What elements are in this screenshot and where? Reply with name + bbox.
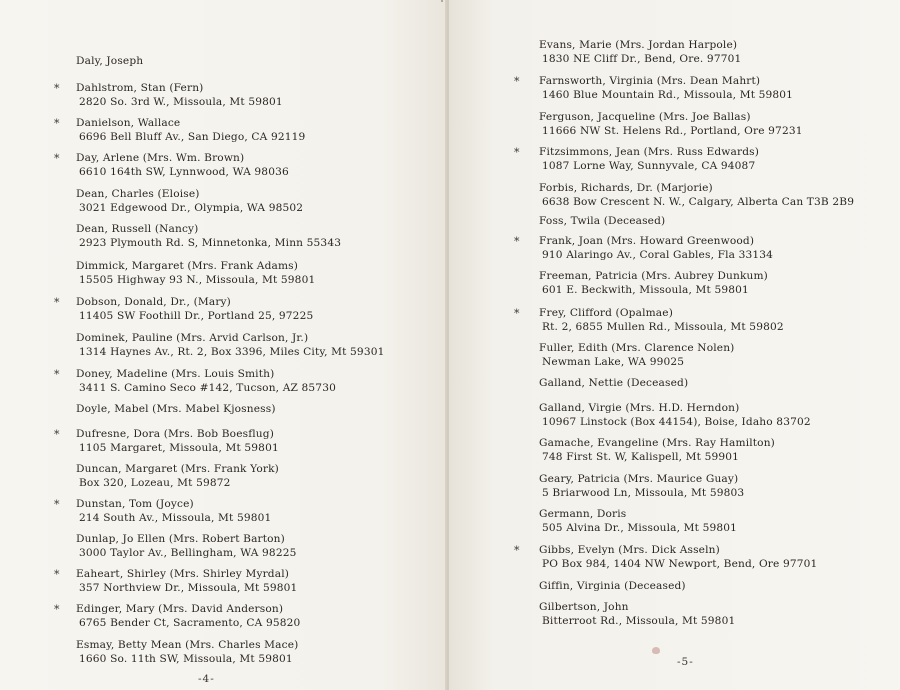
entry-name: Dominek, Pauline (Mrs. Arvid Carlson, Jr.) <box>76 332 309 344</box>
directory-entry <box>514 306 784 334</box>
left-page-number: -4- <box>198 673 215 685</box>
entry-name: Danielson, Wallace <box>76 117 181 129</box>
entry-address: 6765 Bender Ct, Sacramento, CA 95820 <box>79 617 301 629</box>
star-marker: * <box>54 568 60 581</box>
directory-entry <box>54 295 314 323</box>
entry-address: 2820 So. 3rd W., Missoula, Mt 59801 <box>79 96 283 108</box>
entry-name: Foss, Twila (Deceased) <box>539 215 666 227</box>
directory-entry <box>76 402 276 416</box>
entry-name: Galland, Nettie (Deceased) <box>539 377 689 389</box>
entry-name: Germann, Doris <box>539 508 627 520</box>
entry-address: 910 Alaringo Av., Coral Gables, Fla 33134 <box>542 249 774 261</box>
right-page-number: -5- <box>677 656 694 668</box>
entry-name: Fitzsimmons, Jean (Mrs. Russ Edwards) <box>539 146 760 158</box>
entry-address: 3000 Taylor Av., Bellingham, WA 98225 <box>79 547 297 559</box>
entry-name: Doyle, Mabel (Mrs. Mabel Kjosness) <box>76 403 276 415</box>
directory-entry <box>54 602 301 630</box>
paper-speck <box>441 0 443 2</box>
entry-address: Bitterroot Rd., Missoula, Mt 59801 <box>542 615 736 627</box>
entry-address: Box 320, Lozeau, Mt 59872 <box>79 477 231 489</box>
entry-address: 1105 Margaret, Missoula, Mt 59801 <box>79 442 279 454</box>
directory-entry <box>539 507 737 535</box>
star-marker: * <box>514 146 520 159</box>
star-marker: * <box>54 82 60 95</box>
right-page <box>449 0 900 690</box>
directory-entry <box>54 567 298 595</box>
directory-entry <box>539 436 775 464</box>
entry-name: Freeman, Patricia (Mrs. Aubrey Dunkum) <box>539 270 768 282</box>
entry-name: Fuller, Edith (Mrs. Clarence Nolen) <box>539 342 735 354</box>
star-marker: * <box>54 152 60 165</box>
entry-address: 3021 Edgewood Dr., Olympia, WA 98502 <box>79 202 304 214</box>
directory-entry <box>54 116 306 144</box>
entry-name: Gibbs, Evelyn (Mrs. Dick Asseln) <box>539 544 720 556</box>
entry-name: Dean, Russell (Nancy) <box>76 223 199 235</box>
star-marker: * <box>54 603 60 616</box>
entry-address: 214 South Av., Missoula, Mt 59801 <box>79 512 272 524</box>
directory-entry <box>514 145 760 173</box>
directory-entry <box>539 579 686 593</box>
entry-name: Giffin, Virginia (Deceased) <box>539 580 686 592</box>
entry-name: Gilbertson, John <box>539 601 629 613</box>
directory-entry <box>539 110 803 138</box>
entry-address: 2923 Plymouth Rd. S, Minnetonka, Minn 55343 <box>79 237 342 249</box>
directory-entry <box>539 38 741 66</box>
star-marker: * <box>54 428 60 441</box>
entry-name: Duncan, Margaret (Mrs. Frank York) <box>76 463 279 475</box>
entry-address: 6696 Bell Bluff Av., San Diego, CA 92119 <box>79 131 306 143</box>
entry-address: 505 Alvina Dr., Missoula, Mt 59801 <box>542 522 738 534</box>
directory-entry <box>76 54 143 68</box>
entry-name: Dunstan, Tom (Joyce) <box>76 498 194 510</box>
directory-entry <box>539 341 734 369</box>
entry-address: 1460 Blue Mountain Rd., Missoula, Mt 59801 <box>542 89 794 101</box>
entry-name: Farnsworth, Virginia (Mrs. Dean Mahrt) <box>539 75 761 87</box>
entry-address: 357 Northview Dr., Missoula, Mt 59801 <box>79 582 298 594</box>
entry-name: Dufresne, Dora (Mrs. Bob Boesflug) <box>76 428 274 440</box>
entry-address: Newman Lake, WA 99025 <box>542 356 685 368</box>
entry-address: 6638 Bow Crescent N. W., Calgary, Alberta Can T3B 2B9 <box>542 196 855 208</box>
directory-entry <box>539 269 768 297</box>
entry-address: 601 E. Beckwith, Missoula, Mt 59801 <box>542 284 749 296</box>
entry-name: Day, Arlene (Mrs. Wm. Brown) <box>76 152 245 164</box>
star-marker: * <box>54 296 60 309</box>
entry-name: Frey, Clifford (Opalmae) <box>539 307 673 319</box>
directory-entry <box>54 427 279 455</box>
star-marker: * <box>514 307 520 320</box>
directory-entry <box>54 497 272 525</box>
directory-entry <box>539 472 744 500</box>
directory-entry <box>514 234 774 262</box>
entry-address: 10967 Linstock (Box 44154), Boise, Idaho 83702 <box>542 416 811 428</box>
entry-name: Geary, Patricia (Mrs. Maurice Guay) <box>539 473 739 485</box>
entry-address: 1314 Haynes Av., Rt. 2, Box 3396, Miles City, Mt 59301 <box>79 346 385 358</box>
directory-entry <box>54 81 283 109</box>
entry-name: Daly, Joseph <box>76 55 144 67</box>
directory-entry <box>76 462 279 490</box>
directory-entry <box>539 600 735 628</box>
entry-name: Evans, Marie (Mrs. Jordan Harpole) <box>539 39 738 51</box>
entry-address: 3411 S. Camino Seco #142, Tucson, AZ 85730 <box>79 382 336 394</box>
entry-address: 1830 NE Cliff Dr., Bend, Ore. 97701 <box>542 53 742 65</box>
entry-name: Eaheart, Shirley (Mrs. Shirley Myrdal) <box>76 568 290 580</box>
entry-name: Esmay, Betty Mean (Mrs. Charles Mace) <box>76 639 299 651</box>
entry-name: Gamache, Evangeline (Mrs. Ray Hamilton) <box>539 437 775 449</box>
entry-name: Edinger, Mary (Mrs. David Anderson) <box>76 603 284 615</box>
entry-name: Forbis, Richards, Dr. (Marjorie) <box>539 182 713 194</box>
directory-entry <box>76 187 303 215</box>
directory-entry <box>76 259 315 287</box>
entry-name: Dunlap, Jo Ellen (Mrs. Robert Barton) <box>76 533 285 545</box>
star-marker: * <box>514 75 520 88</box>
entry-name: Dimmick, Margaret (Mrs. Frank Adams) <box>76 260 299 272</box>
star-marker: * <box>514 544 520 557</box>
page-smudge <box>652 647 660 654</box>
star-marker: * <box>54 368 60 381</box>
left-page <box>0 0 447 690</box>
entry-name: Dobson, Donald, Dr., (Mary) <box>76 296 231 308</box>
entry-address: 11666 NW St. Helens Rd., Portland, Ore 97231 <box>542 125 803 137</box>
entry-address: 5 Briarwood Ln, Missoula, Mt 59803 <box>542 487 745 499</box>
directory-entry <box>514 74 794 102</box>
entry-address: 11405 SW Foothill Dr., Portland 25, 97225 <box>79 310 314 322</box>
entry-name: Galland, Virgie (Mrs. H.D. Herndon) <box>539 402 740 414</box>
entry-address: 748 First St. W, Kalispell, Mt 59901 <box>542 451 740 463</box>
directory-entry <box>539 376 688 390</box>
directory-entry <box>76 331 385 359</box>
directory-entry <box>76 532 297 560</box>
entry-address: 1087 Lorne Way, Sunnyvale, CA 94087 <box>542 160 756 172</box>
star-marker: * <box>514 235 520 248</box>
entry-name: Ferguson, Jacqueline (Mrs. Joe Ballas) <box>539 111 751 123</box>
entry-address: 1660 So. 11th SW, Missoula, Mt 59801 <box>79 653 293 665</box>
directory-entry <box>539 214 665 228</box>
directory-entry <box>514 543 818 571</box>
entry-address: Rt. 2, 6855 Mullen Rd., Missoula, Mt 59802 <box>542 321 784 333</box>
entry-address: PO Box 984, 1404 NW Newport, Bend, Ore 97701 <box>542 558 818 570</box>
star-marker: * <box>54 117 60 130</box>
directory-entry <box>76 222 341 250</box>
entry-name: Doney, Madeline (Mrs. Louis Smith) <box>76 368 275 380</box>
directory-entry <box>539 181 854 209</box>
entry-name: Dean, Charles (Eloise) <box>76 188 200 200</box>
directory-entry <box>76 638 298 666</box>
entry-name: Dahlstrom, Stan (Fern) <box>76 82 204 94</box>
directory-entry <box>54 367 336 395</box>
directory-entry <box>54 151 289 179</box>
entry-address: 6610 164th SW, Lynnwood, WA 98036 <box>79 166 289 178</box>
star-marker: * <box>54 498 60 511</box>
directory-entry <box>539 401 811 429</box>
entry-name: Frank, Joan (Mrs. Howard Greenwood) <box>539 235 755 247</box>
entry-address: 15505 Highway 93 N., Missoula, Mt 59801 <box>79 274 316 286</box>
